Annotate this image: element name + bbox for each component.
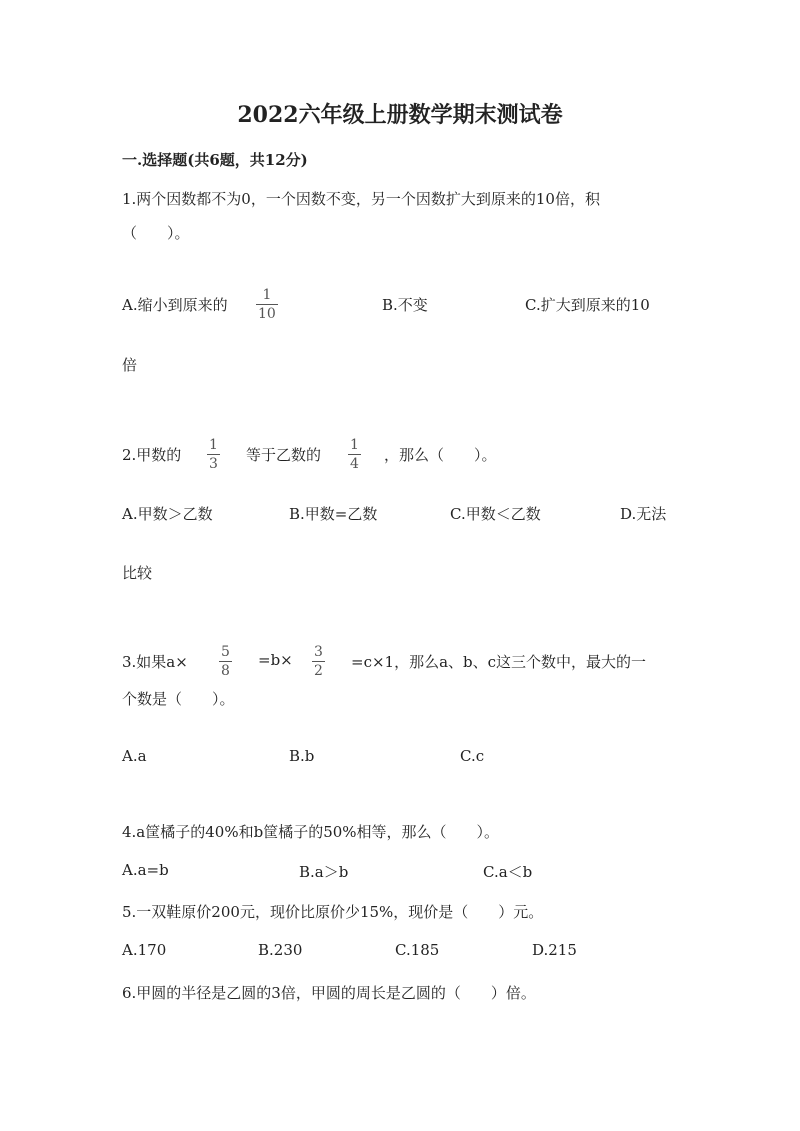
question-6-text: 6.甲圆的半径是乙圆的3倍，甲圆的周长是乙圆的（ ）倍。 — [122, 984, 536, 1002]
question-1-text: 1.两个因数都不为0，一个因数不变，另一个因数扩大到原来的10倍，积 — [122, 190, 600, 208]
question-1-text-cont: （ ）。 — [122, 224, 190, 242]
question-4-option-a: A.a=b — [122, 861, 169, 879]
question-5-option-d: D.215 — [532, 941, 577, 959]
question-4-text: 4.a筐橘子的40%和b筐橘子的50%相等，那么（ ）。 — [122, 823, 500, 841]
question-1-option-a-fraction — [256, 288, 278, 321]
question-5-option-b: B.230 — [258, 941, 303, 959]
question-3-text-end: =c×1，那么a、b、c这三个数中，最大的一 — [351, 653, 647, 671]
fraction-numerator: 5 — [221, 644, 230, 660]
fraction-denominator: 3 — [209, 456, 218, 472]
question-3-text-cont: 个数是（ ）。 — [122, 690, 235, 708]
question-1-option-a: A.缩小到原来的 — [122, 296, 228, 314]
fraction-denominator: 2 — [314, 663, 323, 679]
question-3-option-c: C.c — [460, 747, 485, 765]
question-3-text: 3.如果a× — [122, 653, 188, 671]
fraction-numerator: 3 — [314, 644, 323, 660]
page-title: 2022六年级上册数学期末测试卷 — [237, 102, 563, 128]
question-2-text-end: ，那么（ ）。 — [384, 446, 497, 464]
question-2-option-b: B.甲数=乙数 — [289, 505, 378, 523]
fraction-denominator: 4 — [350, 456, 359, 472]
fraction-numerator: 1 — [209, 437, 218, 453]
question-1-option-c-wrap: 倍 — [122, 356, 138, 374]
question-3-text-mid: =b× — [258, 651, 293, 669]
question-3-option-a: A.a — [122, 747, 147, 765]
question-5-option-c: C.185 — [395, 941, 440, 959]
question-2-fraction-1 — [207, 438, 220, 471]
question-5-text: 5.一双鞋原价200元，现价比原价少15%，现价是（ ）元。 — [122, 903, 544, 921]
question-4-option-b: B.a＞b — [299, 863, 349, 881]
question-4-option-c: C.a＜b — [483, 863, 533, 881]
question-2-option-d: D.无法 — [620, 505, 667, 523]
question-1-option-b: B.不变 — [382, 296, 428, 314]
question-2-option-d-wrap: 比较 — [122, 564, 153, 582]
question-2-option-a: A.甲数＞乙数 — [122, 505, 213, 523]
question-5-option-a: A.170 — [122, 941, 167, 959]
question-3-fraction-2 — [312, 645, 325, 678]
section-heading: 一.选择题(共6题，共12分) — [122, 151, 308, 169]
fraction-numerator: 1 — [262, 287, 272, 303]
question-2-text-mid: 等于乙数的 — [246, 446, 322, 464]
fraction-denominator: 10 — [258, 306, 276, 322]
question-2-option-c: C.甲数＜乙数 — [450, 505, 541, 523]
question-3-fraction-1 — [219, 645, 232, 678]
question-1-option-c: C.扩大到原来的10 — [525, 296, 650, 314]
fraction-denominator: 8 — [221, 663, 230, 679]
question-3-option-b: B.b — [289, 747, 315, 765]
question-2-fraction-2 — [348, 438, 361, 471]
fraction-numerator: 1 — [350, 437, 359, 453]
question-2-text: 2.甲数的 — [122, 446, 182, 464]
